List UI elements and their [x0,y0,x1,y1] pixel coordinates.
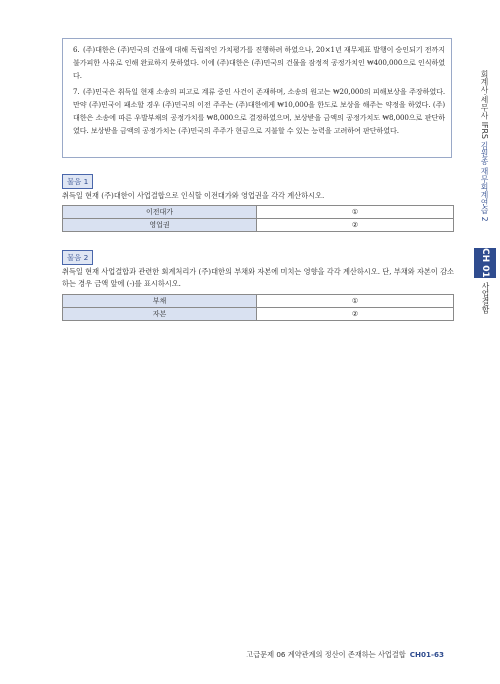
side-title-accent: 김원종 재무회계연습 2 [480,141,489,222]
table-row [63,308,454,321]
answer-cell[interactable]: ② [257,219,454,232]
row-header: 영업권 [63,219,257,232]
table-row [63,295,454,308]
item-number: 7. [73,87,80,96]
question-1-label: 물음 1 [62,174,93,189]
question-1-text: 취득일 현재 (주)대한이 사업결합으로 인식할 이전대가와 영업권을 각각 계산하시오. [62,191,325,200]
side-title-main: 회계사·세무사 IFRS [480,70,489,139]
row-header: 이전대가 [63,206,257,219]
answer-cell[interactable]: ① [257,295,454,308]
side-book-title [478,70,490,240]
row-header: 부채 [63,295,257,308]
chapter-tab[interactable]: CH 01 [474,248,496,278]
question-2-text: 취득일 현재 사업결합과 관련한 회계처리가 (주)대한의 부채와 자본에 미치는 영향을 각각 계산하시오. 단, 부채와 자본이 감소하는 경우 금액 앞에 (-)를 표시하시오. [62,267,454,288]
item-text: (주)대한은 (주)민국의 건물에 대해 독립적인 가치평가를 진행하려 하였으나, 20×1년 재무제표 발행이 승인되기 전까지 불가피한 사유로 인해 완료하지 못하였다. 이에 (주)대한은 (주)민국의 건물을 잠정적 공정가치인 ₩400,000으로 인식하였다. [73,45,445,80]
item-text: (주)민국은 취득일 현재 소송의 피고로 계류 중인 사건이 존재하며, 소송의 원고는 ₩20,000의 피해보상을 주장하였다. 만약 (주)민국이 패소할 경우 (주)민국의 이전 주주는 (주)대한에게 ₩10,000을 한도로 보상을 해주는 약정을 하였다. (주)대한은 소송에 따른 우발부채의 공정가치를 ₩8,000으로 결정하였으며, 보상받을 금액의 공정가치도 ₩8,000으로 판단하였다. 보상받을 금액의 공정가치는 (주)민국의 주주가 현금으로 지불할 수 있는 능력을 고려하여 판단하였다. [73,87,445,135]
chapter-subtitle: 사업결합 [481,282,490,314]
scenario-item-6 [73,43,445,82]
scenario-box [62,38,452,158]
table-row [63,206,454,219]
question-2-label: 물음 2 [62,250,93,265]
page-footer [246,650,444,660]
table-row [63,219,454,232]
footer-text: 고급문제 06 계약관계의 정산이 존재하는 사업결합 [246,650,406,659]
answer-cell[interactable]: ① [257,206,454,219]
item-number: 6. [73,45,80,54]
question-1-answer-table [62,205,454,232]
question-2-answer-table [62,294,454,321]
page-number: CH01-63 [409,650,444,659]
scenario-item-7 [73,85,445,137]
answer-cell[interactable]: ② [257,308,454,321]
row-header: 자본 [63,308,257,321]
